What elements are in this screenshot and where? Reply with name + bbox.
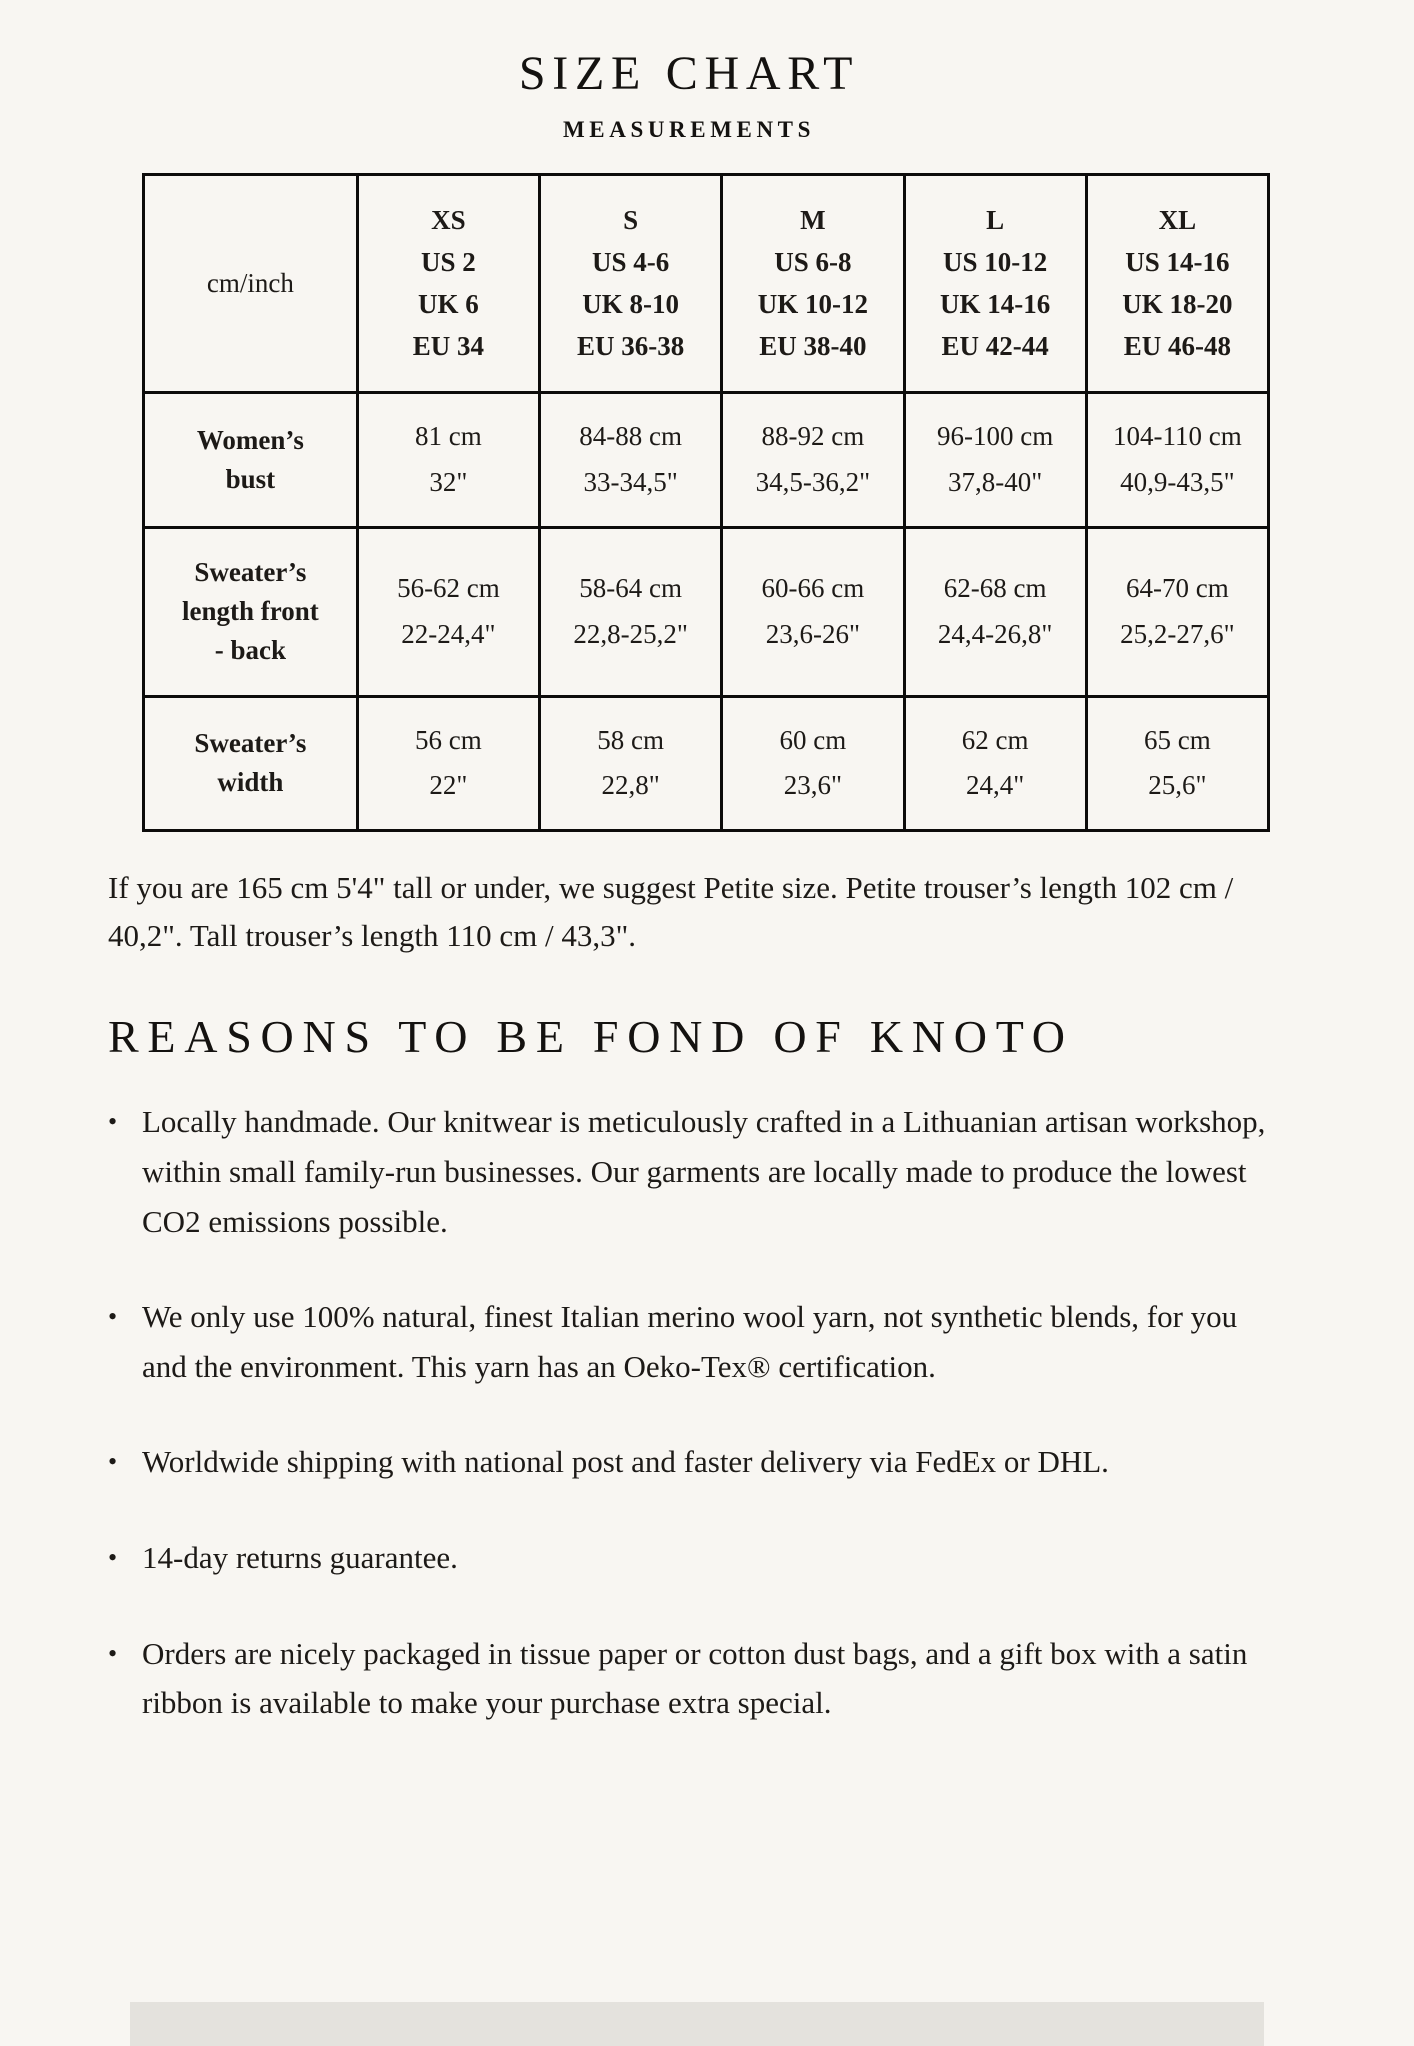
- list-item: [108, 1437, 1270, 1487]
- list-item: [108, 1629, 1270, 1728]
- size-col-header-xs: [357, 175, 539, 393]
- list-item-text: Orders are nicely packaged in tissue paper or cotton dust bags, and a gift box with a satin ribbon is available to make your purchase extra special.: [142, 1635, 1248, 1721]
- table-row-bust: [144, 393, 1269, 528]
- row-label-line: width: [217, 767, 284, 798]
- eu-size: EU 46-48: [1123, 330, 1231, 361]
- table-row-length: [144, 528, 1269, 696]
- cm-value: 84-88 cm: [579, 421, 683, 452]
- size-col-header-m: [722, 175, 904, 393]
- list-item-text: We only use 100% natural, finest Italian merino wool yarn, not synthetic blends, for you and the environment. This yarn has an Oeko-Tex® certification.: [142, 1299, 1238, 1384]
- eu-size: EU 34: [412, 330, 485, 361]
- cell-bust-s: [540, 393, 722, 528]
- inch-value: 23,6": [783, 770, 843, 801]
- cell-length-xs: [357, 528, 539, 696]
- row-label-bust: [144, 393, 358, 528]
- page-subtitle: MEASUREMENTS: [562, 117, 815, 142]
- bullet-icon: •: [108, 1302, 118, 1332]
- bullet-icon: •: [108, 1543, 118, 1573]
- cell-bust-xs: [357, 393, 539, 528]
- row-label-width: [144, 696, 358, 831]
- page-content: [0, 46, 1414, 1728]
- inch-value: 24,4": [965, 770, 1025, 801]
- us-size: US 14-16: [1125, 246, 1230, 277]
- cm-value: 65 cm: [1144, 724, 1211, 755]
- cell-bust-l: [904, 393, 1086, 528]
- cell-width-m: [722, 696, 904, 831]
- row-label-line: bust: [225, 464, 276, 495]
- inch-value: 33-34,5": [583, 467, 678, 498]
- cell-width-s: [540, 696, 722, 831]
- cm-value: 56-62 cm: [397, 572, 500, 603]
- reasons-heading: REASONS TO BE FOND OF KNOTO: [108, 1011, 1074, 1063]
- cell-width-xl: [1086, 696, 1268, 831]
- bullet-icon: •: [108, 1638, 118, 1668]
- inch-value: 25,6": [1148, 770, 1207, 801]
- uk-size: UK 14-16: [940, 288, 1051, 319]
- list-item-text: 14-day returns guarantee.: [142, 1540, 458, 1576]
- table-corner-cell: cm/inch: [144, 175, 358, 393]
- cell-length-xl: [1086, 528, 1268, 696]
- uk-size: UK 10-12: [757, 288, 869, 319]
- row-label-length: [144, 528, 358, 696]
- page-title: SIZE CHART: [518, 47, 860, 100]
- bullet-icon: •: [108, 1107, 118, 1137]
- cm-value: 60 cm: [779, 724, 847, 755]
- inch-value: 23,6-26": [765, 618, 861, 649]
- row-label-line: - back: [214, 635, 287, 666]
- inch-value: 25,2-27,6": [1120, 618, 1235, 649]
- cm-value: 64-70 cm: [1126, 572, 1229, 603]
- cell-width-xs: [357, 696, 539, 831]
- list-item-text: Locally handmade. Our knitwear is meticulously crafted in a Lithuanian artisan workshop, within small family-run businesses. Our garments are locally made to produce the lowest CO2 emissions possible.: [142, 1104, 1266, 1239]
- eu-size: EU 42-44: [941, 330, 1049, 361]
- size-label: XL: [1158, 205, 1197, 235]
- size-table: [142, 173, 1270, 832]
- size-label: S: [623, 205, 639, 235]
- uk-size: UK 6: [418, 288, 479, 319]
- inch-value: 40,9-43,5": [1120, 467, 1235, 498]
- size-label: L: [986, 205, 1005, 235]
- row-label-line: Women’s: [196, 425, 304, 456]
- bottom-section-band: [130, 2002, 1264, 2046]
- inch-value: 22-24,4": [401, 618, 496, 649]
- cm-value: 81 cm: [415, 421, 482, 452]
- us-size: US 10-12: [943, 246, 1048, 277]
- eu-size: EU 38-40: [759, 330, 867, 361]
- cm-value: 96-100 cm: [937, 421, 1054, 452]
- size-label: XS: [431, 205, 466, 235]
- inch-value: 22": [429, 770, 468, 801]
- petite-size-note: If you are 165 cm 5'4" tall or under, we suggest Petite size. Petite trouser’s length 102 cm / 40,2". Tall trouser’s length 110 cm / 43,3".: [108, 870, 1234, 954]
- size-col-header-s: [540, 175, 722, 393]
- inch-value: 37,8-40": [948, 467, 1043, 498]
- us-size: US 4-6: [592, 246, 670, 277]
- inch-value: 34,5-36,2": [755, 467, 871, 498]
- row-label-line: Sweater’s: [194, 728, 307, 759]
- row-label-line: Sweater’s: [194, 557, 307, 588]
- cm-value: 88-92 cm: [761, 421, 865, 452]
- list-item: [108, 1292, 1270, 1391]
- us-size: US 6-8: [774, 246, 852, 277]
- list-item: [108, 1533, 1270, 1583]
- cm-value: 62-68 cm: [943, 572, 1047, 603]
- cm-value: 104-110 cm: [1113, 421, 1242, 452]
- cell-bust-xl: [1086, 393, 1268, 528]
- inch-value: 22,8-25,2": [573, 618, 688, 649]
- uk-size: UK 18-20: [1122, 288, 1233, 319]
- cell-length-m: [722, 528, 904, 696]
- cm-value: 58 cm: [597, 724, 665, 755]
- list-item-text: Worldwide shipping with national post and faster delivery via FedEx or DHL.: [142, 1444, 1109, 1480]
- cell-bust-m: [722, 393, 904, 528]
- inch-value: 22,8": [601, 770, 660, 801]
- cell-length-s: [540, 528, 722, 696]
- row-label-line: length front: [182, 596, 319, 627]
- inch-value: 32": [429, 467, 468, 498]
- size-col-header-l: [904, 175, 1086, 393]
- us-size: US 2: [421, 246, 476, 277]
- cm-value: 56 cm: [415, 724, 482, 755]
- bullet-icon: •: [108, 1447, 118, 1477]
- cm-value: 58-64 cm: [579, 572, 683, 603]
- cell-length-l: [904, 528, 1086, 696]
- size-table-header-row: [144, 175, 1269, 393]
- eu-size: EU 36-38: [577, 330, 685, 361]
- cell-width-l: [904, 696, 1086, 831]
- cm-value: 60-66 cm: [761, 572, 865, 603]
- list-item: [108, 1097, 1270, 1246]
- cm-value: 62 cm: [961, 724, 1029, 755]
- inch-value: 24,4-26,8": [937, 618, 1053, 649]
- size-col-header-xl: [1086, 175, 1268, 393]
- reasons-list: [108, 1097, 1270, 1727]
- table-row-width: [144, 696, 1269, 831]
- uk-size: UK 8-10: [582, 288, 680, 319]
- size-label: M: [800, 205, 826, 235]
